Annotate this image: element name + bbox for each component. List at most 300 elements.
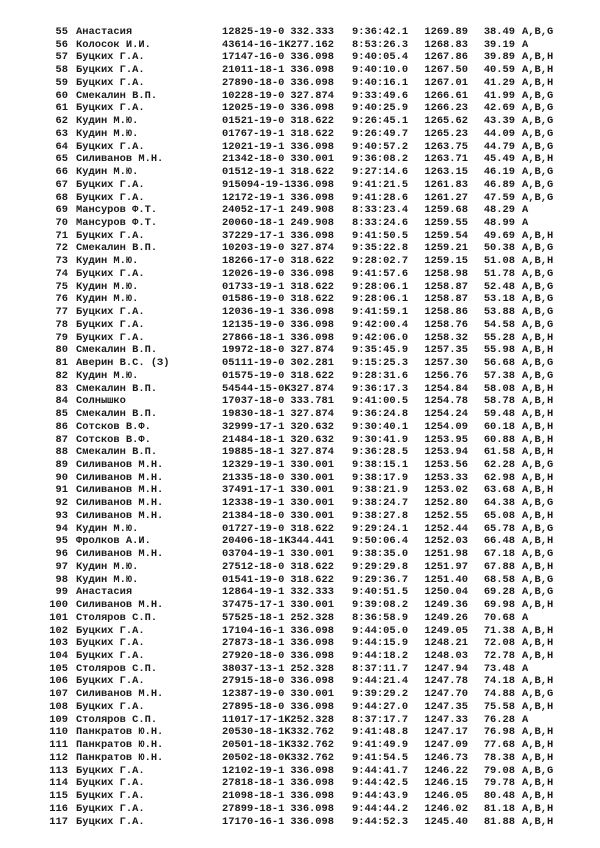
percent-value: 41.99 — [483, 89, 515, 102]
arrival-time: 9:40:16.1 — [352, 76, 409, 89]
place-number: 97 — [55, 560, 68, 573]
distance-km: 330.001 — [290, 497, 334, 510]
category-flags: A,B,G — [522, 127, 554, 140]
distance-km: 252.328 — [290, 713, 334, 726]
table-row — [0, 192, 600, 205]
distance-km: 336.098 — [290, 624, 334, 637]
table-row — [0, 561, 600, 574]
category-flags: A,B,G — [522, 318, 554, 331]
percent-value: 51.78 — [483, 267, 515, 280]
arrival-time: 8:36:58.9 — [352, 611, 409, 624]
arrival-time: 9:41:50.5 — [352, 229, 409, 242]
speed-value: 1263.75 — [424, 140, 468, 153]
owner-name: Буцких Г.А. — [76, 318, 145, 331]
arrival-time: 9:36:08.2 — [352, 153, 409, 166]
category-flags: A — [522, 204, 529, 217]
owner-name: Панкратов Ю.Н. — [76, 751, 164, 764]
table-row — [0, 434, 600, 447]
category-flags: A,B,H — [522, 331, 554, 344]
arrival-time: 9:39:08.2 — [352, 599, 409, 612]
speed-value: 1258.76 — [424, 318, 468, 331]
speed-value: 1247.94 — [424, 662, 468, 675]
percent-value: 57.38 — [483, 369, 515, 382]
distance-km: 336.098 — [290, 675, 334, 688]
speed-value: 1263.15 — [424, 166, 468, 179]
owner-name: Кудин М.Ю. — [76, 115, 139, 128]
owner-name: Смекалин В.П. — [76, 408, 158, 421]
owner-name: Кудин М.Ю. — [76, 255, 139, 268]
owner-name: Смекалин В.П. — [76, 89, 158, 102]
distance-km: 336.098 — [290, 267, 334, 280]
distance-km: 302.281 — [290, 357, 334, 370]
ring-code: 03704-19-1 — [222, 548, 285, 561]
owner-name: Сотсков В.Ф. — [76, 420, 151, 433]
percent-value: 48.99 — [483, 217, 515, 230]
owner-name: Кудин М.Ю. — [76, 560, 139, 573]
place-number: 84 — [55, 395, 68, 408]
distance-km: 277.162 — [290, 38, 334, 51]
ring-code: 01727-19-0 — [222, 522, 285, 535]
place-number: 116 — [49, 802, 68, 815]
arrival-time: 9:36:17.3 — [352, 382, 409, 395]
arrival-time: 9:28:06.1 — [352, 293, 409, 306]
speed-value: 1247.78 — [424, 675, 468, 688]
category-flags: A,B,G — [522, 522, 554, 535]
owner-name: Буцких Г.А. — [76, 306, 145, 319]
owner-name: Силиванов М.Н. — [76, 153, 164, 166]
distance-km: 336.098 — [290, 777, 334, 790]
category-flags: A,B,H — [522, 535, 554, 548]
table-row — [0, 574, 600, 587]
percent-value: 48.29 — [483, 204, 515, 217]
owner-name: Кудин М.Ю. — [76, 280, 139, 293]
percent-value: 58.08 — [483, 382, 515, 395]
owner-name: Кудин М.Ю. — [76, 573, 139, 586]
distance-km: 332.762 — [290, 726, 334, 739]
place-number: 83 — [55, 382, 68, 395]
ring-code: 54544-15-0K — [222, 382, 291, 395]
speed-value: 1268.83 — [424, 38, 468, 51]
owner-name: Столяров С.П. — [76, 713, 158, 726]
distance-km: 252.328 — [290, 662, 334, 675]
arrival-time: 9:41:54.5 — [352, 751, 409, 764]
category-flags: A,B,G — [522, 166, 554, 179]
speed-value: 1247.09 — [424, 739, 468, 752]
speed-value: 1256.76 — [424, 369, 468, 382]
percent-value: 67.18 — [483, 548, 515, 561]
category-flags: A,B,G — [522, 267, 554, 280]
owner-name: Колосок И.И. — [76, 38, 151, 51]
category-flags: A,B,G — [522, 242, 554, 255]
distance-km: 318.622 — [290, 369, 334, 382]
speed-value: 1247.17 — [424, 726, 468, 739]
percent-value: 80.48 — [483, 790, 515, 803]
speed-value: 1246.22 — [424, 764, 468, 777]
table-row — [0, 383, 600, 396]
arrival-time: 9:44:52.3 — [352, 815, 409, 828]
ring-code: 32999-17-1 — [222, 420, 285, 433]
speed-value: 1248.21 — [424, 637, 468, 650]
arrival-time: 9:41:21.5 — [352, 178, 409, 191]
owner-name: Сотсков В.Ф. — [76, 433, 151, 446]
speed-value: 1253.33 — [424, 471, 468, 484]
percent-value: 79.78 — [483, 777, 515, 790]
distance-km: 336.098 — [290, 229, 334, 242]
category-flags: A,B,G — [522, 26, 554, 38]
ring-code: 37229-17-1 — [222, 229, 285, 242]
speed-value: 1258.32 — [424, 331, 468, 344]
table-row — [0, 523, 600, 536]
arrival-time: 8:37:17.7 — [352, 713, 409, 726]
category-flags: A,B,H — [522, 229, 554, 242]
speed-value: 1252.03 — [424, 535, 468, 548]
ring-code: 10228-19-0 — [222, 89, 285, 102]
arrival-time: 9:44:42.5 — [352, 777, 409, 790]
arrival-time: 9:26:49.7 — [352, 127, 409, 140]
category-flags: A,B,H — [522, 395, 554, 408]
percent-value: 43.39 — [483, 115, 515, 128]
arrival-time: 9:28:31.6 — [352, 369, 409, 382]
speed-value: 1258.87 — [424, 280, 468, 293]
category-flags: A,B,H — [522, 255, 554, 268]
category-flags: A,B,G — [522, 306, 554, 319]
ring-code: 20530-18-1K — [222, 726, 291, 739]
percent-value: 49.69 — [483, 229, 515, 242]
place-number: 114 — [49, 777, 68, 790]
distance-km: 336.098 — [290, 331, 334, 344]
table-row — [0, 459, 600, 472]
category-flags: A,B,H — [522, 649, 554, 662]
distance-km: 330.001 — [290, 153, 334, 166]
table-row — [0, 790, 600, 803]
table-row — [0, 332, 600, 345]
category-flags: A — [522, 38, 529, 51]
category-flags: A,B,G — [522, 89, 554, 102]
ring-code: 10203-19-0 — [222, 242, 285, 255]
distance-km: 318.622 — [290, 127, 334, 140]
place-number: 106 — [49, 675, 68, 688]
ring-code: 21484-18-1 — [222, 433, 285, 446]
distance-km: 330.001 — [290, 458, 334, 471]
ring-code: 37475-17-1 — [222, 599, 285, 612]
place-number: 109 — [49, 713, 68, 726]
place-number: 74 — [55, 267, 68, 280]
owner-name: Смекалин В.П. — [76, 382, 158, 395]
ring-code: 05111-19-0 — [222, 357, 285, 370]
table-row — [0, 268, 600, 281]
ring-code: 12036-19-1 — [222, 306, 285, 319]
table-row — [0, 599, 600, 612]
table-row — [0, 141, 600, 154]
percent-value: 74.88 — [483, 688, 515, 701]
speed-value: 1247.70 — [424, 688, 468, 701]
table-row — [0, 39, 600, 52]
arrival-time: 9:36:24.8 — [352, 408, 409, 421]
category-flags: A,B,H — [522, 382, 554, 395]
arrival-time: 9:44:15.9 — [352, 637, 409, 650]
percent-value: 75.58 — [483, 700, 515, 713]
percent-value: 73.48 — [483, 662, 515, 675]
place-number: 73 — [55, 255, 68, 268]
arrival-time: 9:33:49.6 — [352, 89, 409, 102]
arrival-time: 9:44:05.0 — [352, 624, 409, 637]
arrival-time: 9:29:36.7 — [352, 573, 409, 586]
owner-name: Мансуров Ф.Т. — [76, 204, 158, 217]
distance-km: 327.874 — [290, 446, 334, 459]
distance-km: 336.098 — [290, 140, 334, 153]
place-number: 105 — [49, 662, 68, 675]
percent-value: 72.08 — [483, 637, 515, 650]
place-number: 111 — [49, 739, 68, 752]
category-flags: A,B,G — [522, 280, 554, 293]
place-number: 64 — [55, 140, 68, 153]
table-row — [0, 115, 600, 128]
table-row — [0, 586, 600, 599]
ring-code: 17104-16-1 — [222, 624, 285, 637]
table-row — [0, 663, 600, 676]
distance-km: 336.098 — [290, 815, 334, 828]
owner-name: Буцких Г.А. — [76, 764, 145, 777]
distance-km: 318.622 — [290, 522, 334, 535]
table-row — [0, 472, 600, 485]
category-flags: A,B,H — [522, 790, 554, 803]
arrival-time: 9:35:45.9 — [352, 344, 409, 357]
arrival-time: 9:41:59.1 — [352, 306, 409, 319]
distance-km: 327.874 — [290, 382, 334, 395]
ring-code: 01521-19-0 — [222, 115, 285, 128]
table-row — [0, 421, 600, 434]
speed-value: 1261.83 — [424, 178, 468, 191]
owner-name: Буцких Г.А. — [76, 178, 145, 191]
speed-value: 1251.97 — [424, 560, 468, 573]
table-row — [0, 395, 600, 408]
percent-value: 46.89 — [483, 178, 515, 191]
owner-name: Кудин М.Ю. — [76, 293, 139, 306]
arrival-time: 8:33:23.4 — [352, 204, 409, 217]
speed-value: 1253.56 — [424, 458, 468, 471]
place-number: 61 — [55, 102, 68, 115]
place-number: 90 — [55, 471, 68, 484]
table-row — [0, 765, 600, 778]
ring-code: 01586-19-0 — [222, 293, 285, 306]
distance-km: 336.098 — [290, 51, 334, 64]
owner-name: Фролков А.И. — [76, 535, 151, 548]
table-row — [0, 255, 600, 268]
distance-km: 327.874 — [290, 344, 334, 357]
owner-name: Смекалин В.П. — [76, 446, 158, 459]
ring-code: 12825-19-0 — [222, 26, 285, 38]
speed-value: 1266.61 — [424, 89, 468, 102]
arrival-time: 9:41:00.5 — [352, 395, 409, 408]
distance-km: 318.622 — [290, 293, 334, 306]
table-row — [0, 408, 600, 421]
place-number: 100 — [49, 599, 68, 612]
category-flags: A,B,H — [522, 51, 554, 64]
table-row — [0, 497, 600, 510]
owner-name: Буцких Г.А. — [76, 815, 145, 828]
category-flags: A,B,H — [522, 751, 554, 764]
arrival-time: 9:30:40.1 — [352, 420, 409, 433]
distance-km: 318.622 — [290, 573, 334, 586]
arrival-time: 9:38:24.7 — [352, 497, 409, 510]
place-number: 103 — [49, 637, 68, 650]
percent-value: 53.88 — [483, 306, 515, 319]
ring-code: 915094-19-1 — [222, 178, 291, 191]
owner-name: Буцких Г.А. — [76, 649, 145, 662]
ring-code: 43614-16-1K — [222, 38, 291, 51]
ring-code: 27915-18-0 — [222, 675, 285, 688]
category-flags: A,B,H — [522, 344, 554, 357]
percent-value: 81.18 — [483, 802, 515, 815]
owner-name: Буцких Г.А. — [76, 64, 145, 77]
percent-value: 51.08 — [483, 255, 515, 268]
arrival-time: 9:29:29.8 — [352, 560, 409, 573]
ring-code: 12172-19-1 — [222, 191, 285, 204]
category-flags: A,B,G — [522, 293, 554, 306]
ring-code: 17170-16-1 — [222, 815, 285, 828]
place-number: 65 — [55, 153, 68, 166]
distance-km: 336.098 — [290, 764, 334, 777]
table-row — [0, 281, 600, 294]
arrival-time: 9:40:25.9 — [352, 102, 409, 115]
table-row — [0, 26, 600, 39]
percent-value: 39.19 — [483, 38, 515, 51]
arrival-time: 9:26:45.1 — [352, 115, 409, 128]
owner-name: Буцких Г.А. — [76, 624, 145, 637]
table-row — [0, 306, 600, 319]
ring-code: 11017-17-1K — [222, 713, 291, 726]
speed-value: 1267.86 — [424, 51, 468, 64]
place-number: 58 — [55, 64, 68, 77]
ring-code: 21335-18-0 — [222, 471, 285, 484]
place-number: 104 — [49, 649, 68, 662]
place-number: 87 — [55, 433, 68, 446]
arrival-time: 9:38:15.1 — [352, 458, 409, 471]
distance-km: 330.001 — [290, 548, 334, 561]
speed-value: 1246.15 — [424, 777, 468, 790]
distance-km: 327.874 — [290, 242, 334, 255]
table-row — [0, 739, 600, 752]
distance-km: 332.333 — [290, 586, 334, 599]
speed-value: 1249.26 — [424, 611, 468, 624]
speed-value: 1257.35 — [424, 344, 468, 357]
distance-km: 336.098 — [290, 649, 334, 662]
speed-value: 1246.02 — [424, 802, 468, 815]
owner-name: Смекалин В.П. — [76, 242, 158, 255]
place-number: 69 — [55, 204, 68, 217]
percent-value: 62.28 — [483, 458, 515, 471]
arrival-time: 9:38:27.8 — [352, 509, 409, 522]
percent-value: 62.98 — [483, 471, 515, 484]
arrival-time: 8:37:11.7 — [352, 662, 409, 675]
speed-value: 1253.02 — [424, 484, 468, 497]
distance-km: 249.908 — [290, 217, 334, 230]
arrival-time: 9:41:48.8 — [352, 726, 409, 739]
percent-value: 69.98 — [483, 599, 515, 612]
place-number: 85 — [55, 408, 68, 421]
arrival-time: 9:36:42.1 — [352, 26, 409, 38]
place-number: 76 — [55, 293, 68, 306]
place-number: 55 — [55, 26, 68, 38]
speed-value: 1263.71 — [424, 153, 468, 166]
owner-name: Смекалин В.П. — [76, 344, 158, 357]
table-row — [0, 51, 600, 64]
percent-value: 77.68 — [483, 739, 515, 752]
arrival-time: 9:15:25.3 — [352, 357, 409, 370]
distance-km: 336.098 — [290, 306, 334, 319]
percent-value: 74.18 — [483, 675, 515, 688]
ring-code: 27818-18-1 — [222, 777, 285, 790]
arrival-time: 9:41:49.9 — [352, 739, 409, 752]
percent-value: 60.18 — [483, 420, 515, 433]
table-row — [0, 319, 600, 332]
speed-value: 1258.98 — [424, 267, 468, 280]
ring-code: 01733-19-1 — [222, 280, 285, 293]
speed-value: 1246.05 — [424, 790, 468, 803]
place-number: 96 — [55, 548, 68, 561]
place-number: 60 — [55, 89, 68, 102]
category-flags: A,B,G — [522, 548, 554, 561]
speed-value: 1266.23 — [424, 102, 468, 115]
arrival-time: 9:40:51.5 — [352, 586, 409, 599]
owner-name: Столяров С.П. — [76, 662, 158, 675]
ring-code: 19972-18-0 — [222, 344, 285, 357]
percent-value: 44.09 — [483, 127, 515, 140]
place-number: 59 — [55, 76, 68, 89]
owner-name: Буцких Г.А. — [76, 700, 145, 713]
percent-value: 81.88 — [483, 815, 515, 828]
speed-value: 1253.94 — [424, 446, 468, 459]
place-number: 113 — [49, 764, 68, 777]
ring-code: 27920-18-0 — [222, 649, 285, 662]
ring-code: 37491-17-1 — [222, 484, 285, 497]
table-row — [0, 77, 600, 90]
category-flags: A,B,G — [522, 369, 554, 382]
ring-code: 21384-18-0 — [222, 509, 285, 522]
category-flags: A,B,G — [522, 115, 554, 128]
owner-name: Буцких Г.А. — [76, 675, 145, 688]
place-number: 79 — [55, 331, 68, 344]
ring-code: 20406-18-1K — [222, 535, 291, 548]
percent-value: 52.48 — [483, 280, 515, 293]
category-flags: A,B,G — [522, 586, 554, 599]
ring-code: 18266-17-0 — [222, 255, 285, 268]
percent-value: 56.68 — [483, 357, 515, 370]
owner-name: Солнышко — [76, 395, 126, 408]
table-row — [0, 344, 600, 357]
distance-km: 318.622 — [290, 115, 334, 128]
table-row — [0, 128, 600, 141]
category-flags: A,B,H — [522, 446, 554, 459]
ring-code: 27895-18-0 — [222, 700, 285, 713]
speed-value: 1252.44 — [424, 522, 468, 535]
category-flags: A,B,H — [522, 599, 554, 612]
place-number: 81 — [55, 357, 68, 370]
owner-name: Буцких Г.А. — [76, 191, 145, 204]
ring-code: 21098-18-1 — [222, 790, 285, 803]
ring-code: 12135-19-0 — [222, 318, 285, 331]
category-flags: A — [522, 611, 529, 624]
ring-code: 12329-19-1 — [222, 458, 285, 471]
distance-km: 318.622 — [290, 166, 334, 179]
owner-name: Кудин М.Ю. — [76, 522, 139, 535]
category-flags: A,B,H — [522, 637, 554, 650]
table-row — [0, 726, 600, 739]
distance-km: 330.001 — [290, 688, 334, 701]
percent-value: 55.98 — [483, 344, 515, 357]
speed-value: 1247.35 — [424, 700, 468, 713]
place-number: 72 — [55, 242, 68, 255]
